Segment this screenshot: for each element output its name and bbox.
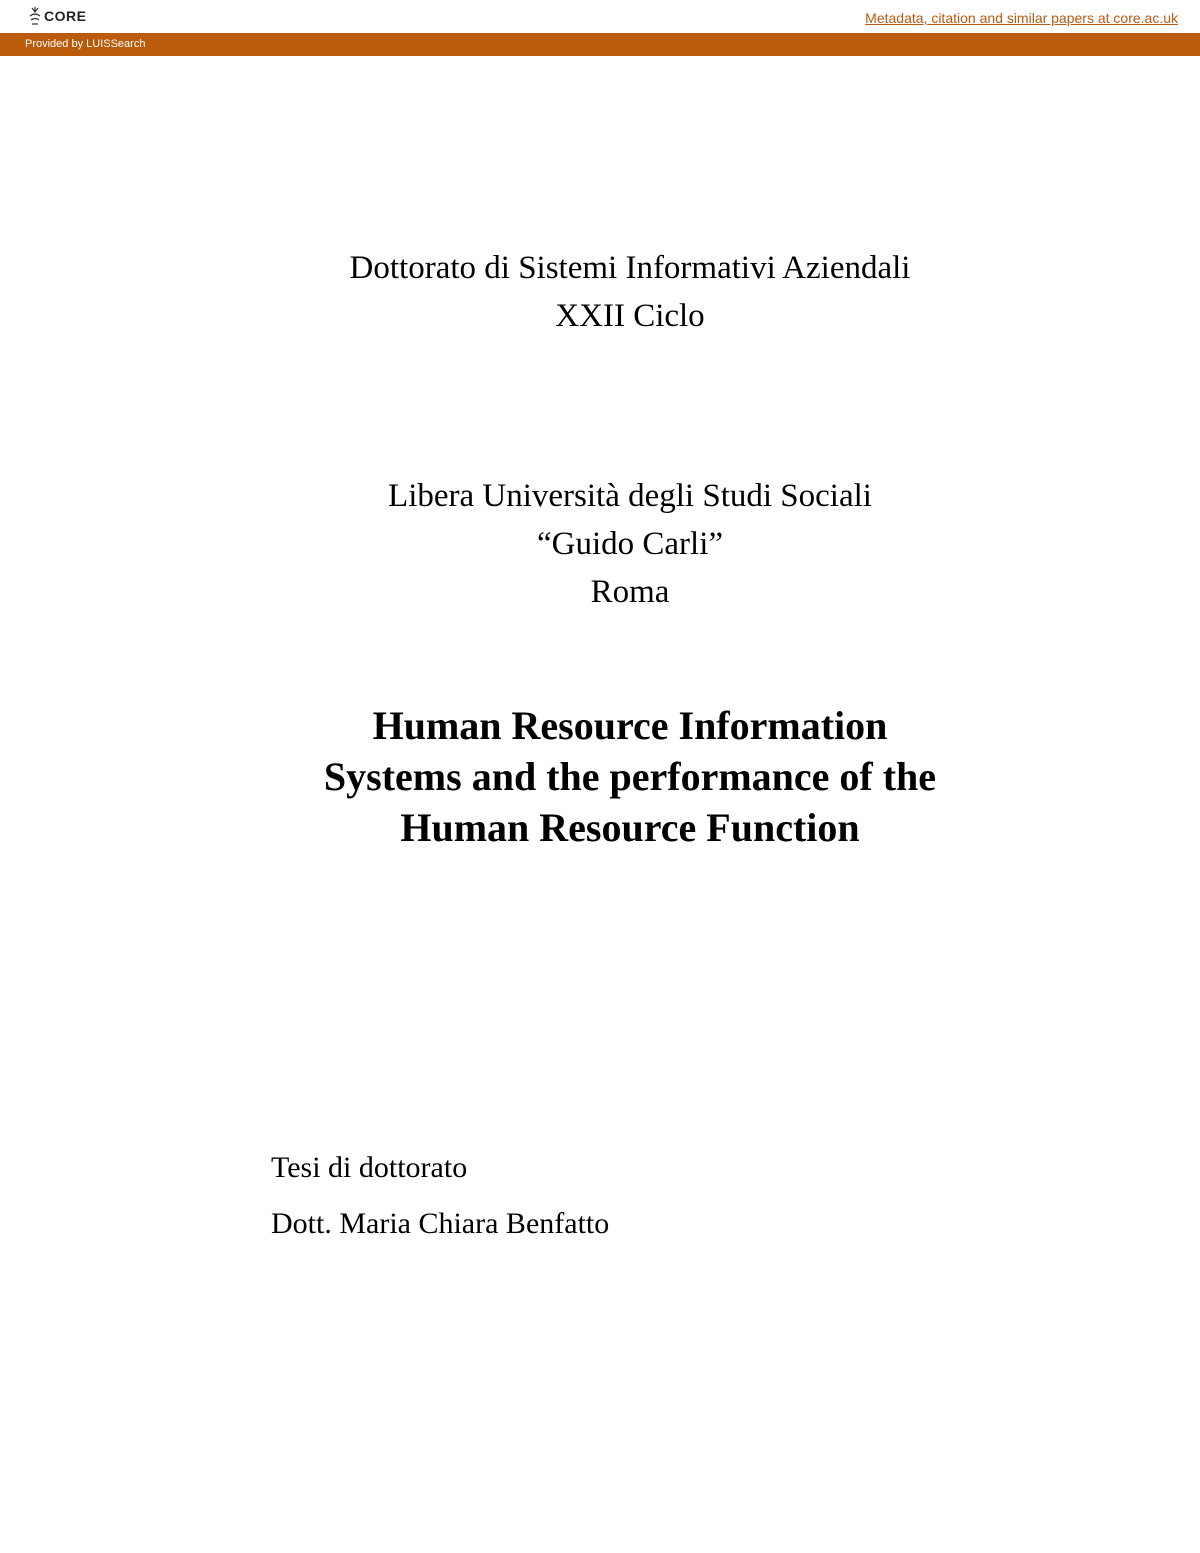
core-metadata-link[interactable]: Metadata, citation and similar papers at core.ac.uk — [865, 10, 1178, 26]
provided-by-text: Provided by LUISSearch — [25, 38, 146, 50]
core-header — [0, 0, 1200, 33]
thesis-title-line: Systems and the performance of the — [323, 754, 937, 799]
program-name: Dottorato di Sistemi Informativi Aziendali — [349, 250, 911, 286]
thesis-type: Tesi di dottorato — [271, 1151, 468, 1184]
core-logo — [28, 6, 86, 26]
core-logo-icon — [28, 6, 42, 26]
thesis-title-line: Human Resource Function — [400, 805, 860, 850]
university-name: Libera Università degli Studi Sociali — [388, 478, 872, 514]
core-provided-bar — [0, 33, 1200, 56]
program-cycle: XXII Ciclo — [555, 298, 705, 334]
university-city: Roma — [590, 574, 670, 610]
university-dedication: “Guido Carli” — [536, 526, 724, 562]
author-name: Dott. Maria Chiara Benfatto — [271, 1207, 610, 1240]
core-logo-text: CORE — [44, 8, 87, 24]
university-block — [0, 472, 1200, 616]
thesis-title-line: Human Resource Information — [372, 703, 888, 748]
thesis-title — [0, 700, 1200, 853]
doctoral-program — [0, 244, 1200, 340]
